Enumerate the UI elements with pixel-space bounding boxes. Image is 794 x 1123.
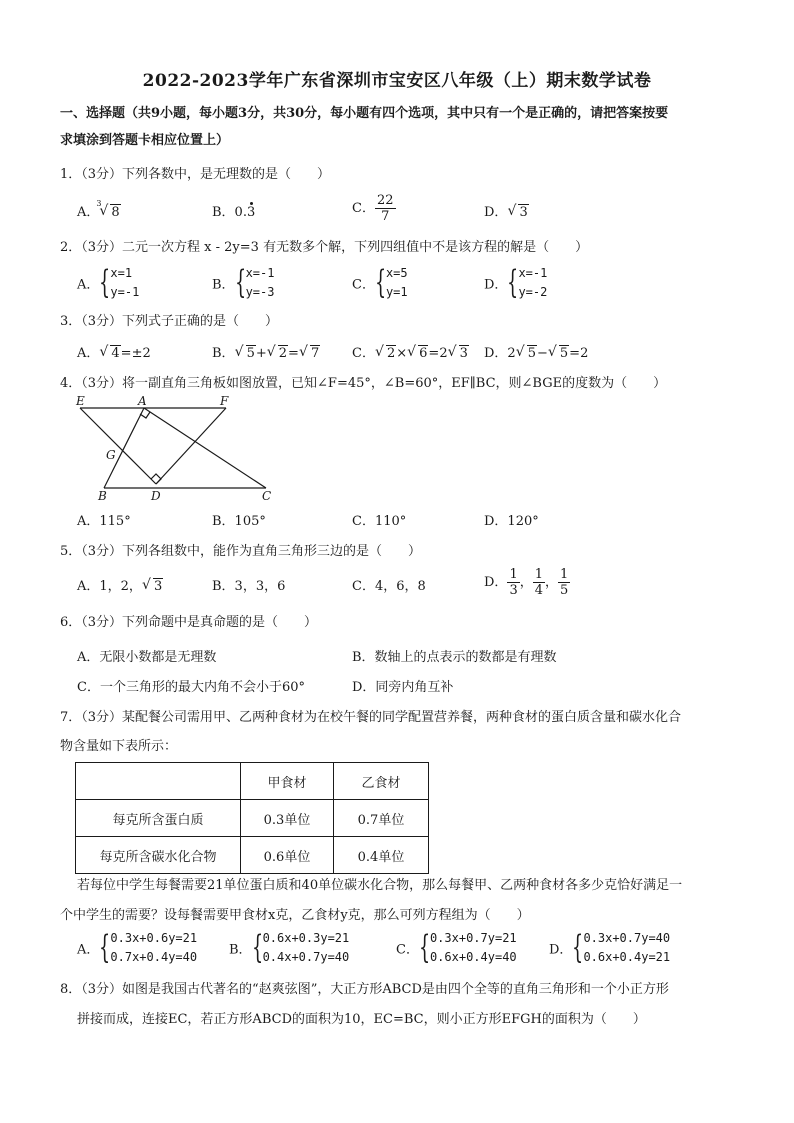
q1-option-b: B．0.3 <box>212 205 256 220</box>
table-cell: 0.6单位 <box>241 837 334 874</box>
q2-option-b: B． { x=-1 y=-3 <box>212 263 275 301</box>
q7-stem-line3: 若每位中学生每餐需要21单位蛋白质和40单位碳水化合物，那么每餐甲、乙两种食材各多少克恰好满足一 <box>77 878 683 893</box>
q1-option-d: D． √ 3 <box>484 203 528 220</box>
right-angle-d <box>151 474 161 484</box>
q3-option-c: C． √ 2× √ 6=2 √ 3 <box>352 344 468 361</box>
q6-option-d: D．同旁内角互补 <box>352 680 454 695</box>
table-cell: 0.4单位 <box>334 837 429 874</box>
q3-stem: 3．（3分）下列式子正确的是（ ） <box>60 314 279 329</box>
q5-option-a: A．1，2， √ 3 <box>77 577 163 594</box>
q7-option-d: D． { 0.3x+0.7y=40 0.6x+0.4y=21 <box>549 928 671 966</box>
q4-option-d: D．120° <box>484 514 539 529</box>
q7-option-c: C． { 0.3x+0.7y=21 0.6x+0.4y=40 <box>396 928 517 966</box>
q5-option-c: C．4，6，8 <box>352 579 426 594</box>
table-header-cell: 乙食材 <box>334 763 429 800</box>
q1-stem: 1．（3分）下列各数中，是无理数的是（ ） <box>60 167 331 182</box>
q2-option-c: C． { x=5 y=1 <box>352 263 408 301</box>
q5-stem: 5．（3分）下列各组数中，能作为直角三角形三边的是（ ） <box>60 544 422 559</box>
label-c: C <box>262 489 272 503</box>
q1-option-a: A． 3 √ 8 <box>77 199 120 220</box>
q6-stem: 6．（3分）下列命题中是真命题的是（ ） <box>60 615 318 630</box>
label-a: A <box>138 394 147 408</box>
table-header-cell <box>76 763 241 800</box>
table-cell: 0.3单位 <box>241 800 334 837</box>
q6-option-c: C．一个三角形的最大内角不会小于60° <box>77 680 305 695</box>
section-heading-line1: 一、选择题（共9小题，每小题3分，共30分，每小题有四个选项，其中只有一个是正确的，请把答案按要 <box>60 106 669 121</box>
q7-option-b: B． { 0.6x+0.3y=21 0.4x+0.7y=40 <box>229 928 350 966</box>
q2-option-d: D． { x=-1 y=-2 <box>484 263 548 301</box>
label-f: F <box>220 394 229 408</box>
nutrition-table <box>75 762 429 874</box>
q4-option-c: C．110° <box>352 514 407 529</box>
q7-option-a: A． { 0.3x+0.6y=21 0.7x+0.4y=40 <box>77 928 198 966</box>
q7-stem-line4: 个中学生的需要？设每餐需要甲食材x克，乙食材y克，那么可列方程组为（ ） <box>60 908 530 923</box>
table-cell: 0.7单位 <box>334 800 429 837</box>
q3-option-a: A． √ 4=±2 <box>77 344 151 361</box>
q4-option-b: B．105° <box>212 514 266 529</box>
page-title: 2022-2023学年广东省深圳市宝安区八年级（上）期末数学试卷 <box>142 71 652 91</box>
label-b: B <box>98 489 107 503</box>
label-d: D <box>151 489 161 503</box>
table-cell: 每克所含碳水化合物 <box>76 837 241 874</box>
q4-option-a: A．115° <box>77 514 131 529</box>
q7-stem-line2: 物含量如下表所示： <box>60 739 178 754</box>
table-row <box>76 837 429 874</box>
line-ac <box>144 408 266 488</box>
label-e: E <box>76 394 85 408</box>
q3-option-b: B． √ 5+ √ 2= √ 7 <box>212 344 320 361</box>
q5-option-d: D． $\frac{1}{3}$ ， $\frac{1}{4}$ ， $\frac{1}{5}$ <box>484 567 569 598</box>
table-header-cell: 甲食材 <box>241 763 334 800</box>
line-ed <box>80 408 156 484</box>
triangle-figure <box>70 394 290 506</box>
q6-option-b: B．数轴上的点表示的数都是有理数 <box>352 650 557 665</box>
table-header-row <box>76 763 429 800</box>
q5-option-b: B．3，3，6 <box>212 579 286 594</box>
q4-stem: 4．（3分）将一副直角三角板如图放置，已知∠F=45°，∠B=60°，EF∥BC，则∠BGE的度数为（ ） <box>60 376 667 391</box>
line-fd <box>156 408 226 484</box>
q2-stem: 2．（3分）二元一次方程 x - 2y=3 有无数多个解，下列四组值中不是该方程的解是（ ） <box>60 240 589 255</box>
q3-option-d: D．2 √ 5− √ 5=2 <box>484 344 589 361</box>
table-cell: 每克所含蛋白质 <box>76 800 241 837</box>
q8-stem-line1: 8．（3分）如图是我国古代著名的“赵爽弦图”，大正方形ABCD是由四个全等的直角三角形和一个小正方形 <box>60 982 669 997</box>
q8-stem-line2: 拼接而成，连接EC，若正方形ABCD的面积为10，EC=BC，则小正方形EFGH的面积为（ ） <box>77 1012 646 1027</box>
q2-option-a: A． { x=1 y=-1 <box>77 263 140 301</box>
section-heading-line2: 求填涂到答题卡相应位置上） <box>60 133 230 148</box>
q1-option-c: C． $\frac{22}{7}$ <box>352 193 394 224</box>
q6-option-a: A．无限小数都是无理数 <box>77 650 217 665</box>
q7-stem-line1: 7．（3分）某配餐公司需用甲、乙两种食材为在校午餐的同学配置营养餐，两种食材的蛋白质含量和碳水化合 <box>60 710 682 725</box>
table-row <box>76 800 429 837</box>
label-g: G <box>106 448 116 462</box>
